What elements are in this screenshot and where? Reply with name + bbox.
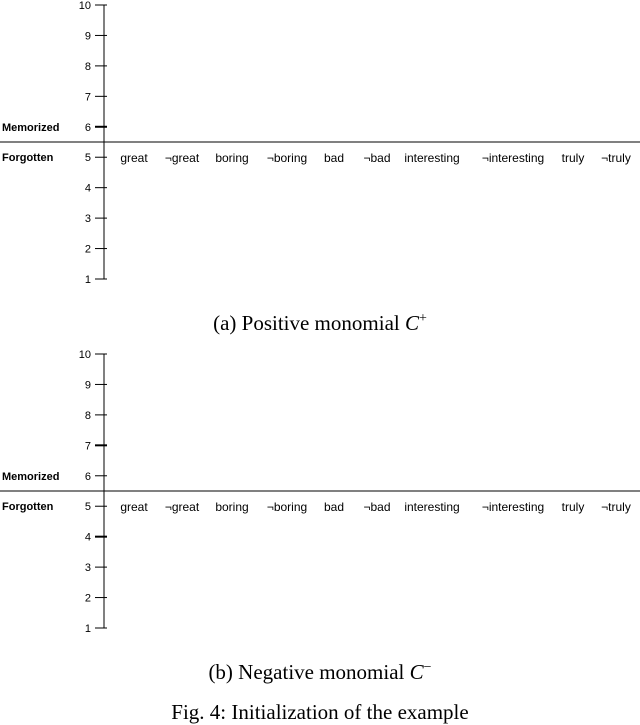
y-tick-label: 6 (84, 470, 91, 483)
y-tick-label: 4 (84, 531, 91, 544)
y-tick-label: 10 (78, 0, 91, 12)
y-tick-label: 5 (84, 152, 91, 165)
category-label: great (120, 500, 148, 515)
caption-a-var: C (404, 311, 419, 335)
category-label: bad (323, 151, 345, 166)
y-tick-label: 8 (84, 409, 91, 422)
y-tick-label: 10 (78, 349, 91, 361)
memorized-label: Memorized (2, 470, 60, 483)
category-label: great (120, 151, 148, 166)
category-label: ¬bad (363, 500, 391, 515)
category-label: boring (215, 151, 249, 166)
category-label: truly (561, 151, 585, 166)
category-label: boring (215, 500, 249, 515)
y-tick-label: 1 (84, 274, 91, 286)
caption-b-sup: − (423, 660, 432, 675)
category-label: ¬interesting (481, 500, 545, 515)
chart-panel-a (0, 0, 640, 350)
y-tick-label: 8 (84, 60, 91, 73)
y-tick-label: 2 (84, 592, 91, 605)
y-tick-label: 4 (84, 182, 91, 195)
forgotten-label: Forgotten (2, 501, 54, 514)
category-label: ¬great (164, 151, 200, 166)
figure-caption: Fig. 4: Initialization of the example (171, 700, 469, 724)
caption-b-var: C (409, 660, 424, 684)
y-tick-label: 7 (84, 440, 91, 453)
chart-a (0, 0, 640, 300)
category-label: truly (561, 500, 585, 515)
caption-a-sup: + (419, 311, 427, 326)
category-label: ¬interesting (481, 151, 545, 166)
y-tick-label: 2 (84, 243, 91, 256)
y-tick-label: 3 (84, 562, 91, 575)
y-tick-label: 6 (84, 121, 91, 134)
chart-panel-b (0, 349, 640, 699)
category-label: interesting (404, 500, 460, 515)
category-label: ¬boring (266, 151, 308, 166)
forgotten-label: Forgotten (2, 152, 54, 165)
y-tick-label: 5 (84, 501, 91, 514)
category-label: interesting (404, 151, 460, 166)
memorized-label: Memorized (2, 121, 60, 134)
y-tick-label: 3 (84, 213, 91, 226)
y-tick-label: 9 (84, 379, 91, 392)
y-tick-label: 1 (84, 623, 91, 635)
y-tick-label: 7 (84, 91, 91, 104)
category-label: ¬truly (601, 500, 631, 515)
category-label: bad (323, 500, 345, 515)
caption-b-prefix: (b) Negative monomial (208, 660, 410, 684)
category-label: ¬bad (363, 151, 391, 166)
caption-a (0, 311, 640, 336)
y-tick-label: 9 (84, 30, 91, 43)
category-label: ¬truly (601, 151, 631, 166)
caption-b (0, 660, 640, 685)
caption-a-prefix: (a) Positive monomial (213, 311, 405, 335)
category-label: ¬great (164, 500, 200, 515)
category-label: ¬boring (266, 500, 308, 515)
chart-b (0, 349, 640, 649)
